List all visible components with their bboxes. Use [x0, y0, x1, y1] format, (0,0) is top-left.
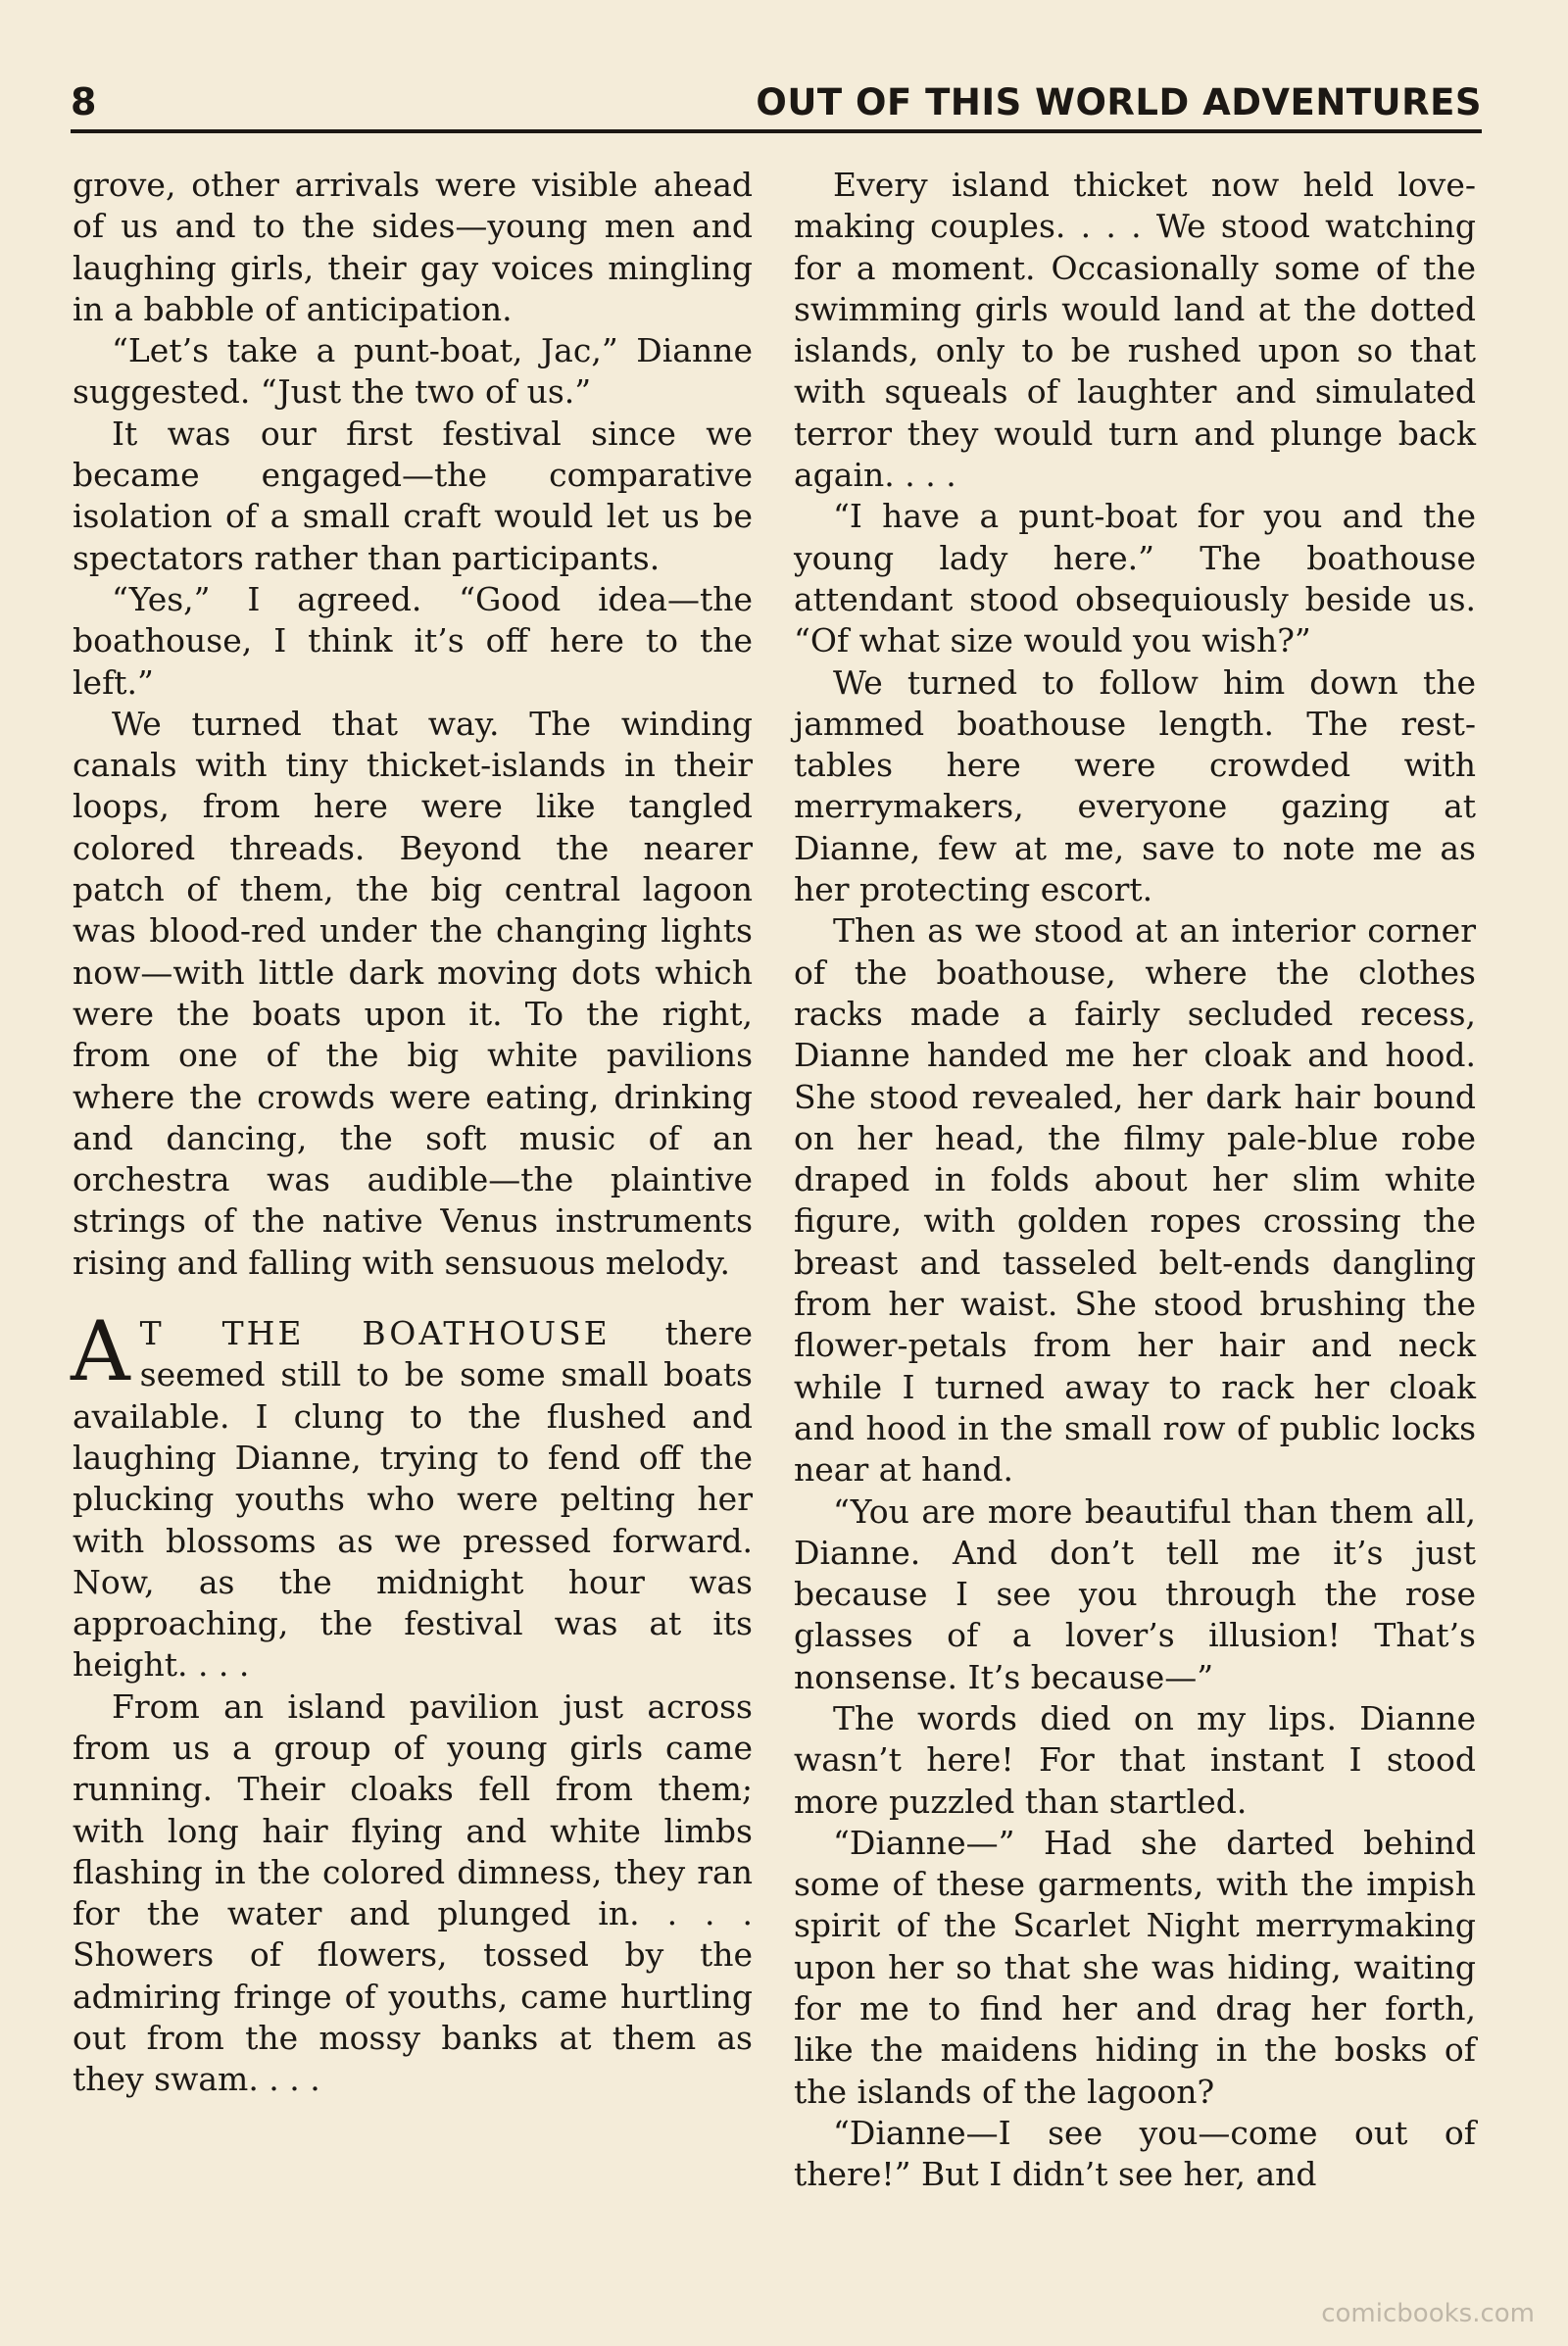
paragraph: We turned to follow him down the jammed boathouse length. The rest-tables here were crowded with merrymakers, everyone gazing at Dianne, few at me, save to note me as her protecting escort.	[794, 662, 1476, 909]
paragraph: “I have a punt-boat for you and the young lady here.” The boathouse attendant stood obsequiously beside us. “Of what size would you wish?”	[794, 497, 1476, 660]
page-header	[71, 69, 1482, 133]
paragraph: grove, other arrivals were visible ahead of us and to the sides—young men and laughing girls, their gay voices mingling in a babble of anticipation.	[73, 166, 753, 328]
paragraph: “Dianne—” Had she darted behind some of these garments, with the impish spirit of the Scarlet Night merrymaking upon her so that she was hiding, waiting for me to find her and drag her forth, like the maidens hiding in the bosks of the islands of the lagoon?	[794, 1823, 1476, 2111]
paragraph: From an island pavilion just across from us a group of young girls came running. Their cloaks fell from them; with long hair flying and white limbs flashing in the colored dimness, they ran for the water and plunged in. . . . Showers of flowers, tossed by the admiring fringe of youths, came hurtling out from the mossy banks at them as they swam. . . .	[73, 1686, 753, 2099]
paragraph: The words died on my lips. Dianne wasn’t here! For that instant I stood more puzzled than startled.	[794, 1698, 1476, 1821]
paragraph: Then as we stood at an interior corner of the boathouse, where the clothes racks made a fairly secluded recess, Dianne handed me her cloak and hood. She stood revealed, her dark hair bound on her head, the filmy pale-blue robe draped in folds about her slim white figure, with golden ropes crossing the breast and tasseled belt-ends dangling from her waist. She stood brushing the flower-petals from her hair and neck while I turned away to rack her cloak and hood in the small row of public locks near at hand.	[794, 911, 1476, 1490]
paragraph: “Dianne—I see you—come out of there!” But I didn’t see her, and	[794, 2113, 1476, 2194]
paragraph: “You are more beautiful than them all, Dianne. And don’t tell me it’s just because I see you through the rose glasses of a lover’s illusion! That’s nonsense. It’s because—”	[794, 1491, 1476, 1696]
section-paragraph	[71, 1303, 753, 1686]
paragraph: “Yes,” I agreed. “Good idea—the boathouse, I think it’s off here to the left.”	[73, 579, 753, 702]
paragraph: “Let’s take a punt-boat, Jac,” Dianne suggested. “Just the two of us.”	[73, 331, 753, 412]
drop-cap: A	[71, 1303, 130, 1400]
paragraph-text: there seemed still to be some small boats available. I clung to the flushed and laughing Dianne, trying to fend off the plucking youths who were pelting her with blossoms as we pressed forward. Now, as the midnight hour was approaching, the festival was at its height. . . .	[73, 1314, 753, 1685]
right-column	[794, 165, 1476, 2196]
section-lead: T THE BOATHOUSE	[139, 1314, 611, 1353]
running-title: OUT OF THIS WORLD ADVENTURES	[756, 81, 1482, 123]
paragraph: It was our first festival since we became engaged—the comparative isolation of a small craft would let us be spectators rather than participants.	[73, 414, 753, 577]
paragraph: Every island thicket now held love-making couples. . . . We stood watching for a moment. Occasionally some of the swimming girls would land at the dotted islands, only to be rushed upon so that with squeals of laughter and simulated terror they would turn and plunge back again. . . .	[794, 166, 1476, 495]
watermark: comicbooks.com	[1321, 2299, 1535, 2328]
page-number: 8	[71, 80, 97, 123]
paragraph: We turned that way. The winding canals with tiny thicket-islands in their loops, from here were like tangled colored threads. Beyond the nearer patch of them, the big central lagoon was blood-red under the changing lights now—with little dark moving dots which were the boats upon it. To the right, from one of the big white pavilions where the crowds were eating, drinking and dancing, the soft music of an orchestra was audible—the plaintive strings of the native Venus instruments rising and falling with sensuous melody.	[73, 704, 753, 1282]
left-column	[73, 165, 753, 2101]
